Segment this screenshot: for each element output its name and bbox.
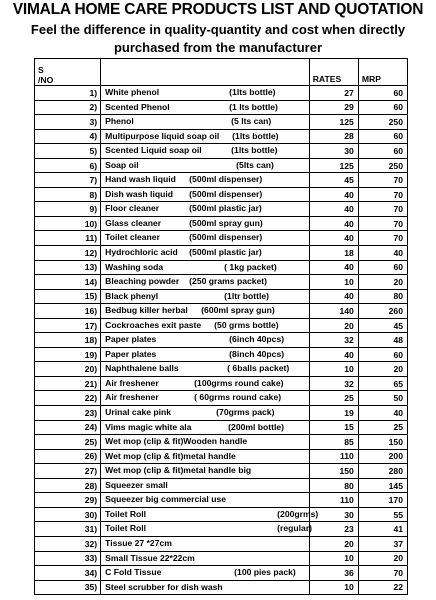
product-spec: (1lts bottle) <box>232 130 279 141</box>
product-name: Wet mop (clip & fit)Wooden handle <box>105 436 248 447</box>
table-row <box>35 449 408 464</box>
table-header-row <box>35 59 408 86</box>
rate-cell: 15 <box>309 420 358 435</box>
mrp-cell: 20 <box>358 362 407 377</box>
mrp-cell: 280 <box>358 464 407 479</box>
product-spec: (50 grms bottle) <box>214 319 279 330</box>
product-cell <box>101 304 310 319</box>
rate-cell: 85 <box>309 435 358 450</box>
product-cell <box>101 449 310 464</box>
table-row <box>35 478 408 493</box>
table-row <box>35 406 408 421</box>
rate-cell: 20 <box>309 536 358 551</box>
product-name: Toilet Roll <box>105 508 147 519</box>
product-spec: (250 grams packet) <box>189 276 268 287</box>
table-row <box>35 275 408 290</box>
product-cell <box>101 435 310 450</box>
product-cell <box>101 173 310 188</box>
row-number: 24) <box>35 420 101 435</box>
product-cell <box>101 100 310 115</box>
table-row <box>35 551 408 566</box>
table-row <box>35 347 408 362</box>
product-name: Wet mop (clip & fit)metal handle <box>105 450 236 461</box>
mrp-cell: 150 <box>358 435 407 450</box>
row-number: 23) <box>35 406 101 421</box>
page-subtitle: Feel the difference in quality-quantity and cost when directly purchased from the manufacturer <box>30 22 406 55</box>
row-number: 19) <box>35 347 101 362</box>
table-row <box>35 100 408 115</box>
product-name: Multipurpose liquid soap oil <box>105 130 220 141</box>
product-name: Bleaching powder <box>105 276 180 287</box>
rate-cell: 125 <box>309 115 358 130</box>
product-cell <box>101 507 319 522</box>
table-row <box>35 173 408 188</box>
mrp-cell: 48 <box>358 333 407 348</box>
table-row <box>35 522 408 537</box>
product-cell <box>101 216 310 231</box>
product-spec: (5 lts can) <box>231 116 272 127</box>
table-row <box>35 187 408 202</box>
product-cell <box>101 260 310 275</box>
product-cell <box>101 246 310 261</box>
row-number: 9) <box>35 202 101 217</box>
product-cell <box>101 158 310 173</box>
table-row <box>35 216 408 231</box>
product-spec: (1lts bottle) <box>229 87 276 97</box>
row-number: 3) <box>35 115 101 130</box>
row-number: 22) <box>35 391 101 406</box>
product-spec: (1ltr bottle) <box>224 290 270 301</box>
product-cell <box>101 376 310 391</box>
mrp-cell: 250 <box>358 158 407 173</box>
table-row <box>35 362 408 377</box>
product-name: Small Tissue 22*22cm <box>105 552 195 563</box>
product-cell <box>101 187 310 202</box>
mrp-cell: 22 <box>358 580 407 595</box>
row-number: 34) <box>35 566 101 581</box>
product-cell <box>101 493 310 508</box>
price-table <box>34 58 408 595</box>
product-cell <box>101 391 310 406</box>
row-number: 10) <box>35 216 101 231</box>
product-spec: (500ml dispenser) <box>189 188 263 199</box>
product-cell <box>101 129 310 144</box>
header-mrp: MRP <box>358 59 407 86</box>
rate-cell: 32 <box>309 376 358 391</box>
mrp-cell: 200 <box>358 449 407 464</box>
mrp-cell: 20 <box>358 551 407 566</box>
table-row <box>35 304 408 319</box>
product-name: Phenol <box>105 116 134 127</box>
table-row <box>35 507 408 522</box>
row-number: 26) <box>35 449 101 464</box>
product-name: Cockroaches exit paste <box>105 319 202 330</box>
table-row <box>35 420 408 435</box>
product-name: Tissue 27 *27cm <box>105 537 172 548</box>
product-spec: (1lts bottle) <box>231 145 278 156</box>
product-spec: (regular) <box>277 523 313 534</box>
product-cell <box>101 406 310 421</box>
product-name: Dish wash liquid <box>105 188 173 199</box>
mrp-cell: 60 <box>358 144 407 159</box>
rate-cell: 10 <box>309 362 358 377</box>
rate-cell: 10 <box>309 275 358 290</box>
product-cell <box>101 275 310 290</box>
mrp-cell: 25 <box>358 420 407 435</box>
product-spec: ( 6balls packet) <box>227 363 290 374</box>
rate-cell: 32 <box>309 333 358 348</box>
rate-cell: 40 <box>309 187 358 202</box>
rate-cell: 29 <box>309 100 358 115</box>
mrp-cell: 60 <box>358 347 407 362</box>
page-title: VIMALA HOME CARE PRODUCTS LIST AND QUOTATION <box>12 1 424 18</box>
table-row <box>35 231 408 246</box>
header-rates: RATES <box>309 59 358 86</box>
product-name: Hydrochloric acid <box>105 247 178 258</box>
mrp-cell: 40 <box>358 406 407 421</box>
table-row <box>35 333 408 348</box>
row-number: 21) <box>35 376 101 391</box>
product-name: Vims magic white ala <box>105 421 192 432</box>
row-number: 25) <box>35 435 101 450</box>
mrp-cell: 70 <box>358 231 407 246</box>
mrp-cell: 70 <box>358 216 407 231</box>
product-spec: (500ml dispenser) <box>189 174 263 185</box>
product-spec: (1 lts bottle) <box>229 101 278 112</box>
table-row <box>35 246 408 261</box>
product-name: Scented Liquid soap oil <box>105 145 202 156</box>
product-cell <box>101 551 310 566</box>
product-name: Paper plates <box>105 334 157 345</box>
mrp-cell: 60 <box>358 260 407 275</box>
mrp-cell: 20 <box>358 275 407 290</box>
product-spec: (200ml bottle) <box>228 421 285 432</box>
mrp-cell: 55 <box>358 507 407 522</box>
row-number: 11) <box>35 231 101 246</box>
rate-cell: 110 <box>309 493 358 508</box>
table-row <box>35 158 408 173</box>
product-name: Floor cleaner <box>105 203 160 214</box>
mrp-cell: 260 <box>358 304 407 319</box>
row-number: 32) <box>35 536 101 551</box>
row-number: 13) <box>35 260 101 275</box>
header-sno <box>35 59 101 86</box>
row-number: 14) <box>35 275 101 290</box>
mrp-cell: 45 <box>358 318 407 333</box>
row-number: 15) <box>35 289 101 304</box>
header-product <box>101 59 310 86</box>
row-number: 6) <box>35 158 101 173</box>
product-name: Air freshener <box>105 392 159 403</box>
product-name: Squeezer big commercial use <box>105 494 227 505</box>
rate-cell: 40 <box>309 202 358 217</box>
rate-cell: 10 <box>309 551 358 566</box>
header-sno-label: S /NO <box>38 65 54 85</box>
row-number: 28) <box>35 478 101 493</box>
mrp-cell: 60 <box>358 100 407 115</box>
row-number: 16) <box>35 304 101 319</box>
mrp-cell: 50 <box>358 391 407 406</box>
table-row <box>35 391 408 406</box>
mrp-cell: 41 <box>358 522 407 537</box>
mrp-cell: 60 <box>358 86 407 101</box>
product-name: Scented Phenol <box>105 101 170 112</box>
mrp-cell: 60 <box>358 129 407 144</box>
product-name: Glass cleaner <box>105 217 162 228</box>
product-cell <box>101 144 310 159</box>
row-number: 4) <box>35 129 101 144</box>
product-spec: (500ml plastic jar) <box>189 247 262 258</box>
row-number: 29) <box>35 493 101 508</box>
product-name: Toilet cleaner <box>105 232 160 243</box>
product-name: Squeezer small <box>105 479 168 490</box>
row-number: 20) <box>35 362 101 377</box>
product-name: Wet mop (clip & fit)metal handle big <box>105 465 252 476</box>
product-spec: (6inch 40pcs) <box>229 334 285 345</box>
product-cell <box>101 580 310 595</box>
rate-cell: 40 <box>309 260 358 275</box>
product-spec: ( 1kg packet) <box>224 261 277 272</box>
rate-cell: 140 <box>309 304 358 319</box>
mrp-cell: 70 <box>358 187 407 202</box>
product-spec: (500ml dispenser) <box>189 232 263 243</box>
rate-cell: 10 <box>309 580 358 595</box>
mrp-cell: 170 <box>358 493 407 508</box>
product-spec: (500ml plastic jar) <box>189 203 262 214</box>
product-spec: (100 pies pack) <box>234 567 296 578</box>
table-row <box>35 435 408 450</box>
table-row <box>35 202 408 217</box>
product-cell <box>101 464 310 479</box>
row-number: 12) <box>35 246 101 261</box>
rate-cell: 80 <box>309 478 358 493</box>
rate-cell: 19 <box>309 406 358 421</box>
product-cell <box>101 231 310 246</box>
rate-cell: 28 <box>309 129 358 144</box>
row-number: 31) <box>35 522 101 537</box>
product-cell <box>101 362 310 377</box>
product-name: Naphthalene balls <box>105 363 179 374</box>
row-number: 18) <box>35 333 101 348</box>
product-cell <box>101 318 310 333</box>
row-number: 35) <box>35 580 101 595</box>
product-cell <box>101 478 310 493</box>
mrp-cell: 70 <box>358 202 407 217</box>
product-cell <box>101 536 310 551</box>
product-name: White phenol <box>105 87 160 97</box>
product-cell <box>101 347 310 362</box>
rate-cell: 110 <box>309 449 358 464</box>
product-name: Washing soda <box>105 261 164 272</box>
table-row <box>35 566 408 581</box>
rate-cell: 30 <box>309 144 358 159</box>
mrp-cell: 145 <box>358 478 407 493</box>
row-number: 2) <box>35 100 101 115</box>
product-spec: (200grms) <box>277 508 319 519</box>
row-number: 30) <box>35 507 101 522</box>
mrp-cell: 65 <box>358 376 407 391</box>
row-number: 1) <box>35 86 101 101</box>
rate-cell: 45 <box>309 173 358 188</box>
rate-cell: 40 <box>309 231 358 246</box>
product-name: Air freshener <box>105 377 159 388</box>
rate-cell: 40 <box>309 289 358 304</box>
product-spec: (600ml spray gun) <box>201 305 275 316</box>
rate-cell: 23 <box>309 522 358 537</box>
rate-cell: 40 <box>309 216 358 231</box>
table-row <box>35 464 408 479</box>
product-spec: (100grms round cake) <box>194 377 284 388</box>
product-spec: (8inch 40pcs) <box>229 348 285 359</box>
product-name: Urinal cake pink <box>105 407 172 418</box>
table-row <box>35 129 408 144</box>
row-number: 8) <box>35 187 101 202</box>
row-number: 7) <box>35 173 101 188</box>
rate-cell: 40 <box>309 347 358 362</box>
product-name: Bedbug killer herbal <box>105 305 188 316</box>
rate-cell: 150 <box>309 464 358 479</box>
table-row <box>35 289 408 304</box>
rate-cell: 125 <box>309 158 358 173</box>
table-row <box>35 580 408 595</box>
mrp-cell: 80 <box>358 289 407 304</box>
table-row <box>35 536 408 551</box>
product-spec: ( 60grms round cake) <box>194 392 282 403</box>
rate-cell: 30 <box>309 507 358 522</box>
mrp-cell: 40 <box>358 246 407 261</box>
product-cell <box>101 86 310 101</box>
row-number: 27) <box>35 464 101 479</box>
table-row <box>35 144 408 159</box>
rate-cell: 18 <box>309 246 358 261</box>
product-cell <box>101 566 310 581</box>
table-row <box>35 493 408 508</box>
product-name: Soap oil <box>105 159 139 170</box>
product-name: C Fold Tissue <box>105 567 162 578</box>
product-cell <box>101 202 310 217</box>
row-number: 33) <box>35 551 101 566</box>
product-name: Toilet Roll <box>105 523 147 534</box>
product-spec: (70grms pack) <box>216 407 275 418</box>
mrp-cell: 70 <box>358 566 407 581</box>
rate-cell: 25 <box>309 391 358 406</box>
table-row <box>35 376 408 391</box>
mrp-cell: 37 <box>358 536 407 551</box>
row-number: 5) <box>35 144 101 159</box>
product-cell <box>101 115 310 130</box>
product-cell <box>101 289 310 304</box>
product-spec: (5lts can) <box>236 159 274 170</box>
mrp-cell: 70 <box>358 173 407 188</box>
table-row <box>35 260 408 275</box>
product-name: Hand wash liquid <box>105 174 176 185</box>
table-body <box>35 86 408 595</box>
product-spec: (500ml spray gun) <box>189 217 263 228</box>
product-name: Paper plates <box>105 348 157 359</box>
product-cell <box>101 522 313 537</box>
product-name: Black phenyl <box>105 290 159 301</box>
table-row <box>35 86 408 101</box>
mrp-cell: 250 <box>358 115 407 130</box>
product-name: Steel scrubber for dish wash <box>105 581 223 592</box>
table-row <box>35 318 408 333</box>
rate-cell: 27 <box>309 86 358 101</box>
rate-cell: 20 <box>309 318 358 333</box>
rate-cell: 36 <box>309 566 358 581</box>
product-cell <box>101 333 310 348</box>
row-number: 17) <box>35 318 101 333</box>
table-row <box>35 115 408 130</box>
product-cell <box>101 420 310 435</box>
